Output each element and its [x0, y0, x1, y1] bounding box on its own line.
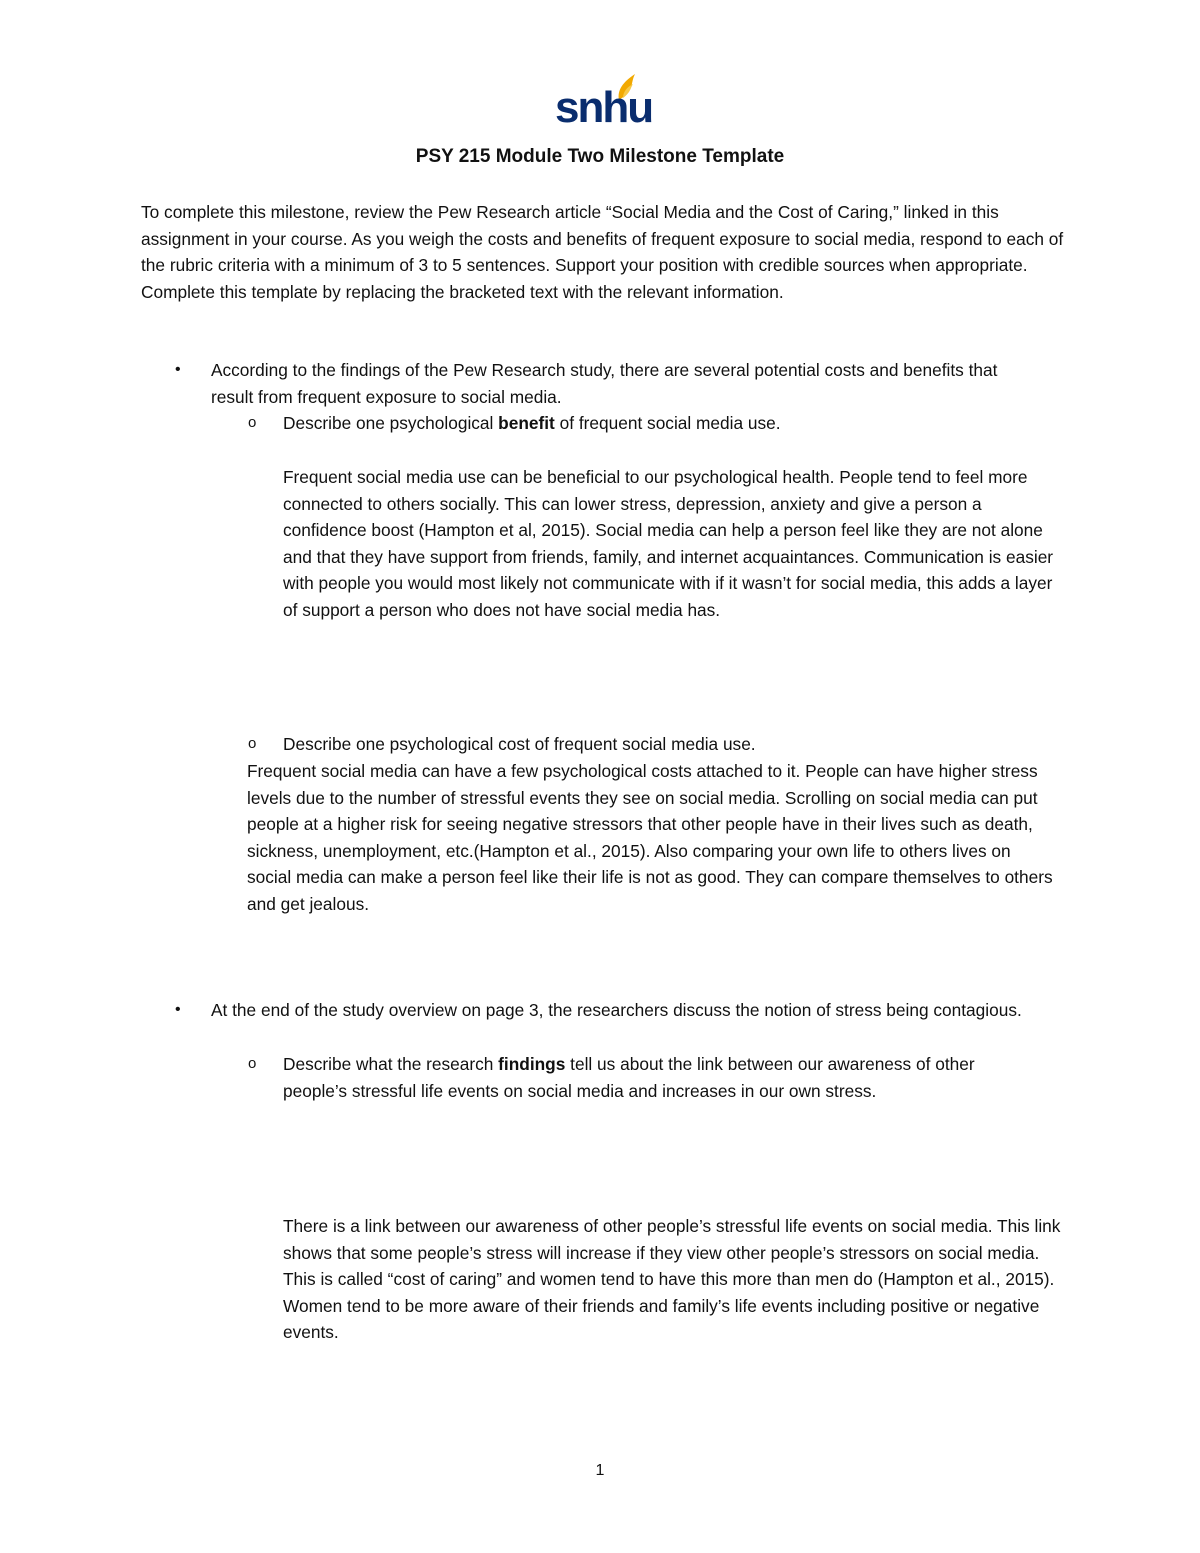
prompt-benefit-text: Describe one psychological — [283, 413, 499, 433]
bullet-item-costs-benefits: According to the findings of the Pew Research study, there are several potential costs and benefits that result from frequent exposure to social media. — [211, 360, 998, 407]
answer-benefit: Frequent social media use can be beneficial to our psychological health. People tend to feel more connected to others socially. This can lower stress, depression, anxiety and give a person a confidence boost (Hampton et al, 2015). Social media can help a person feel like they are not alone and that they have support from friends, family, and internet acquaintances. Communication is easier with people you would most likely not communicate with if it wasn’t for social media, this adds a layer of support a person who does not have social media has. — [283, 467, 1054, 620]
bullet-marker: • — [175, 361, 181, 378]
page-number: 1 — [595, 1462, 605, 1479]
sub-bullet-marker: o — [248, 735, 257, 752]
sub-bullet-marker: o — [248, 414, 257, 431]
intro-paragraph: To complete this milestone, review the Pew Research article “Social Media and the Cost of Caring,” linked in this assignment in your course. As you weigh the costs and benefits of frequent exposure to social media, respond to each of the rubric criteria with a minimum of 3 to 5 sentences. Support your position with credible sources when appropriate. Complete this template by replacing the bracketed text with the relevant information. — [141, 202, 1064, 302]
prompt-findings-text-end: tell us about the link between our awareness of other people’s stressful life events on social media and increases in our own stress. — [283, 1054, 975, 1101]
prompt-findings — [283, 1051, 1043, 1104]
bullet-item-contagious-stress: At the end of the study overview on page 3, the researchers discuss the notion of stress being contagious. — [211, 1000, 1022, 1020]
prompt-benefit-emphasis: benefit — [498, 413, 555, 433]
answer-cost: Frequent social media can have a few psychological costs attached to it. People can have higher stress levels due to the number of stressful events they see on social media. Scrolling on social media can put people at a higher risk for seeing negative stressors that other people have in their lives such as death, sickness, unemployment, etc.(Hampton et al., 2015). Also comparing your own life to others lives on social media can make a person feel like their life is not as good. They can compare themselves to others and get jealous. — [247, 761, 1053, 914]
page-title: PSY 215 Module Two Milestone Template — [415, 146, 785, 167]
bullet-marker: • — [175, 1001, 181, 1018]
prompt-findings-emphasis: findings — [498, 1054, 566, 1074]
logo-wordmark: snhu — [555, 83, 653, 132]
snhu-logo — [555, 72, 653, 132]
sub-bullet-marker: o — [248, 1055, 257, 1072]
prompt-cost: Describe one psychological cost of frequent social media use. — [283, 734, 756, 754]
answer-findings: There is a link between our awareness of other people’s stressful life events on social media. This link shows that some people’s stress will increase if they view other people’s stressors on social media. This is called “cost of caring” and women tend to have this more than men do (Hampton et al., 2015). Women tend to be more aware of their friends and family’s life events including positive or negative events. — [283, 1216, 1061, 1342]
prompt-benefit-text-end: of frequent social media use. — [554, 413, 781, 433]
prompt-findings-text: Describe what the research — [283, 1054, 499, 1074]
prompt-benefit — [283, 410, 1063, 437]
